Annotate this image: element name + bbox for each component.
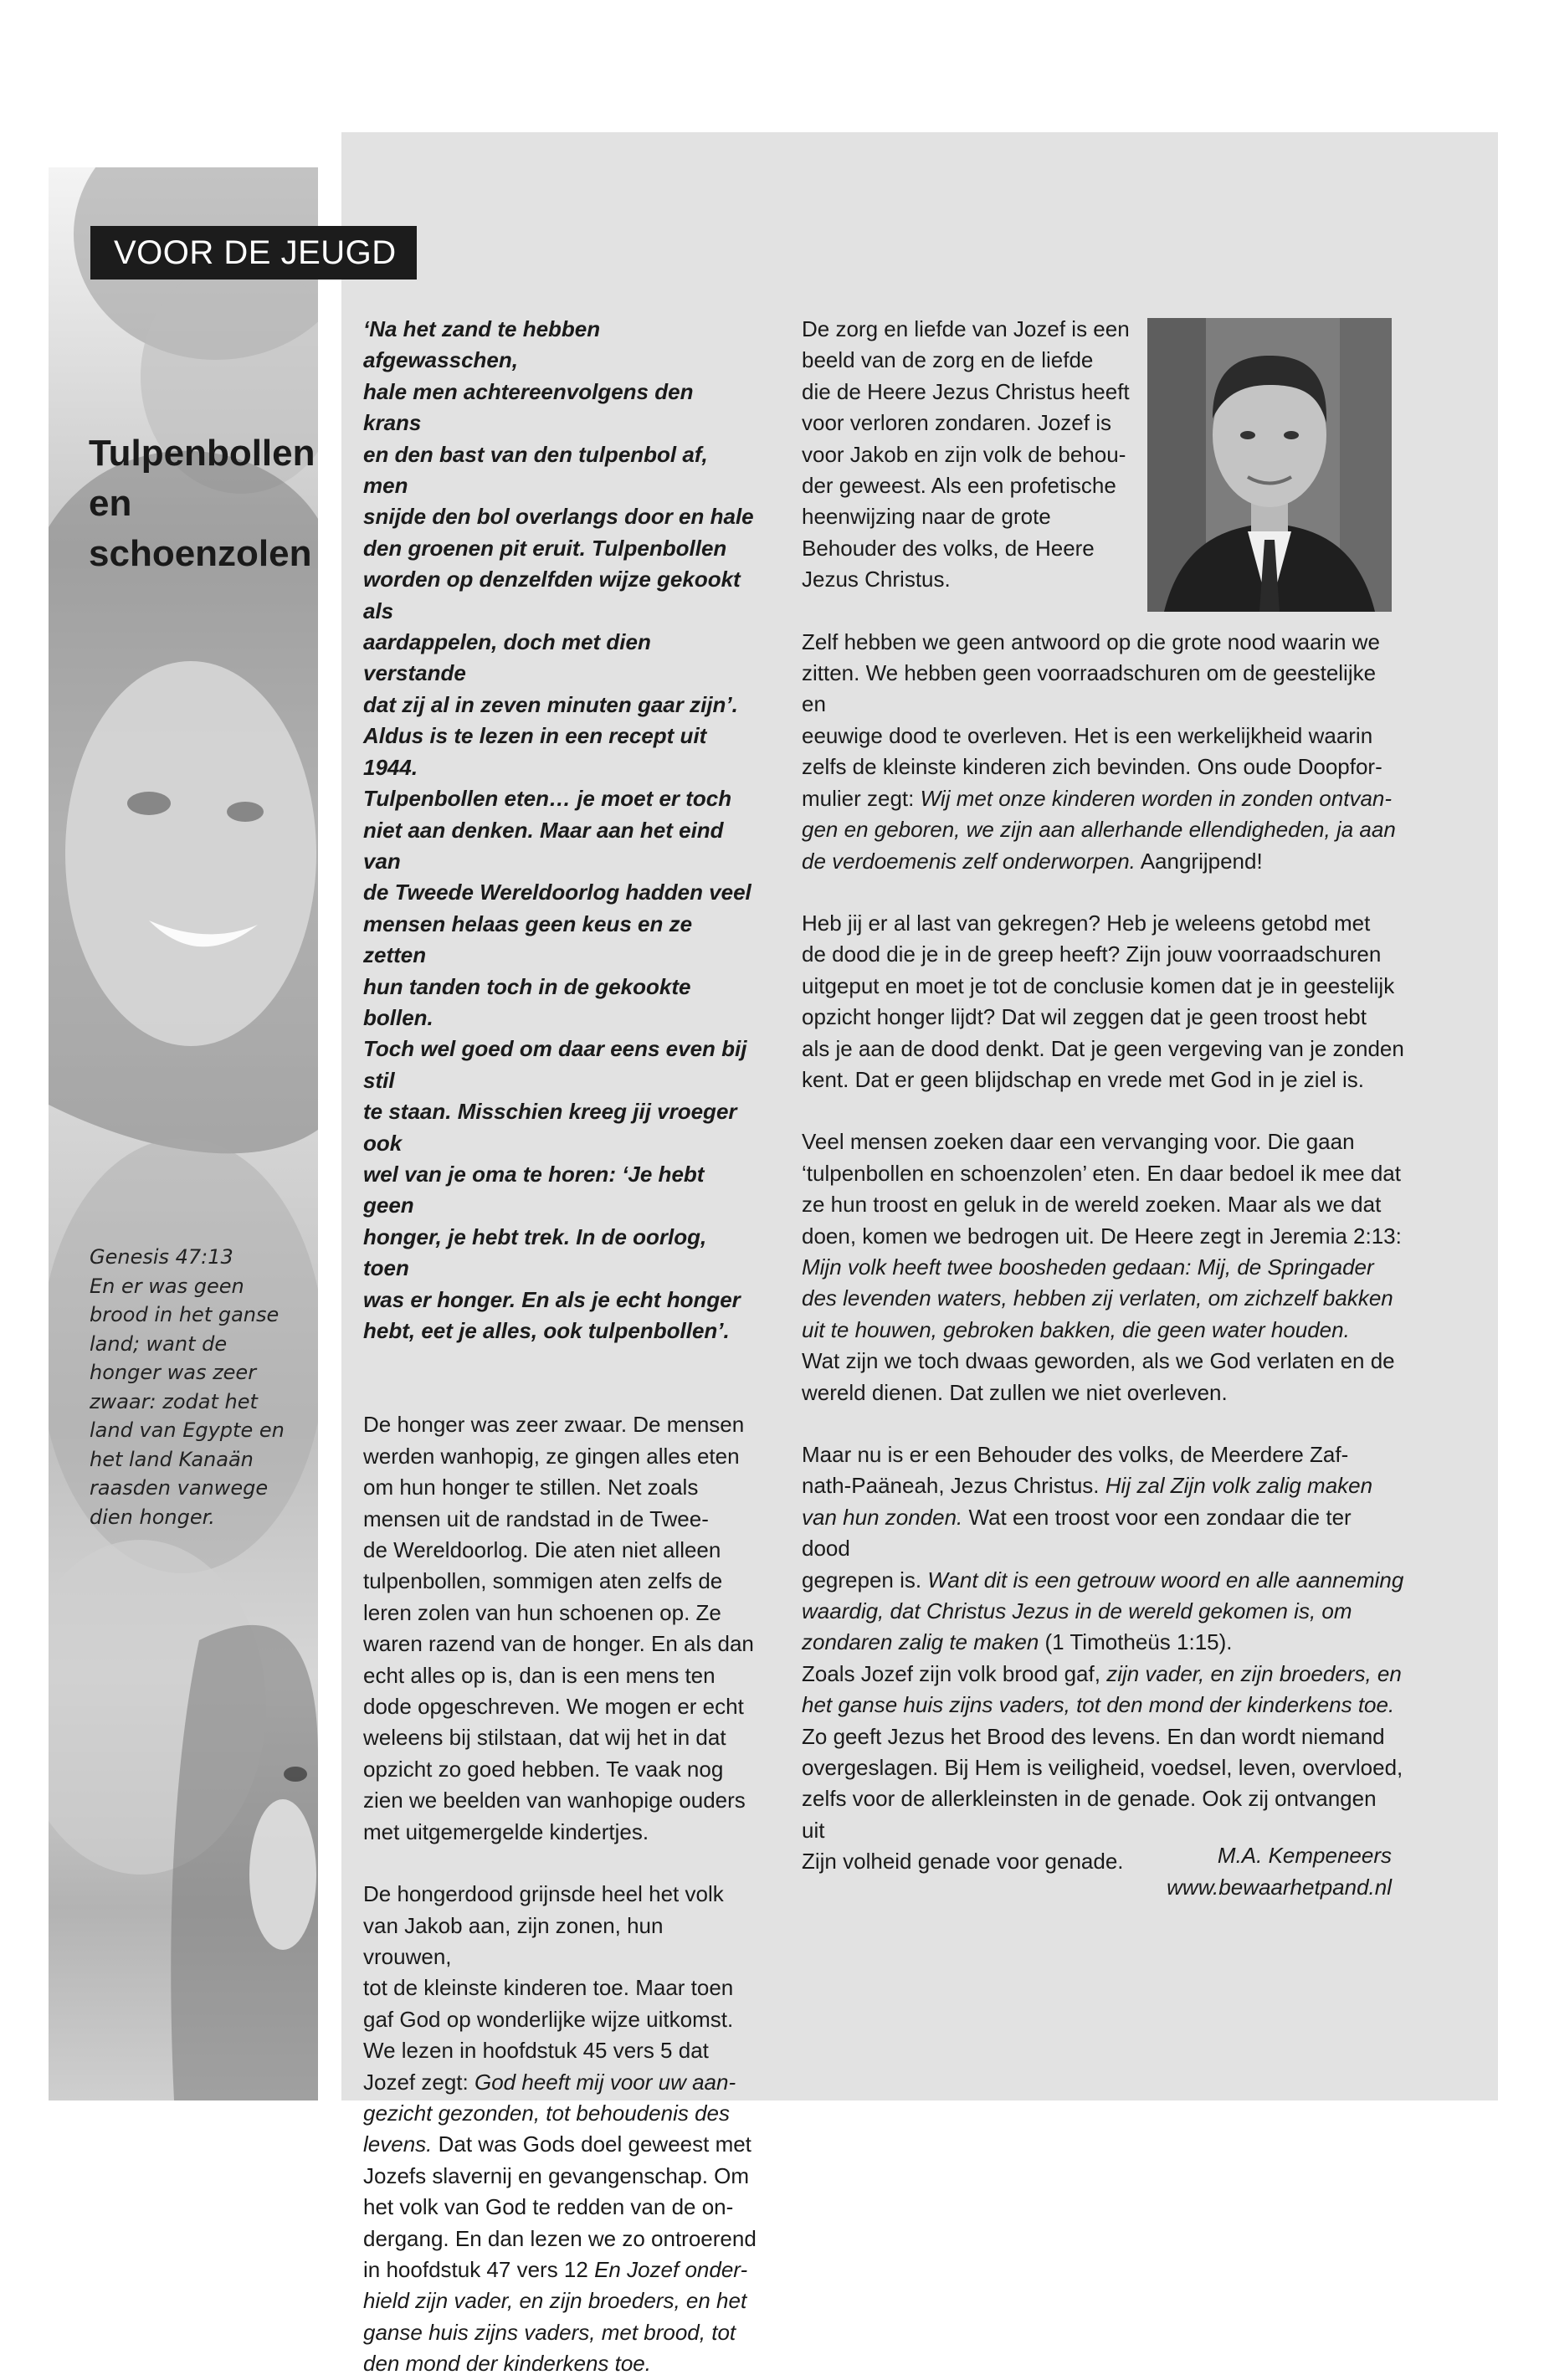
- text-line: ‘Na het zand te hebben afgewasschen,: [363, 316, 601, 373]
- quote-run: uit te houwen, gebroken bakken, die geen water houden.: [802, 1316, 1350, 1342]
- text-line: Veel mensen zoeken daar een vervanging voor. Die gaan: [802, 1129, 1355, 1155]
- quote-run: Hij zal Zijn volk zalig maken: [1105, 1473, 1373, 1499]
- article-title: [89, 428, 340, 579]
- text-line: tulpenbollen, sommigen aten zelfs de: [363, 1568, 723, 1594]
- quote-run: ganse huis zijns vaders, met brood, tot: [363, 2319, 736, 2345]
- text-line: De hongerdood grijnsde heel het volk: [363, 1881, 724, 1907]
- verse-line: brood in het ganse: [90, 1303, 280, 1326]
- text-line: dergang. En dan lezen we zo ontroerend: [363, 2225, 757, 2251]
- text-line: leren zolen van hun schoenen op. Ze: [363, 1599, 721, 1625]
- verse-line: het land Kanaän: [90, 1447, 254, 1471]
- text-line: te staan. Misschien kreeg jij vroeger ook: [363, 1099, 737, 1156]
- text-line: ze hun troost en geluk in de wereld zoeken. Maar als we dat: [802, 1192, 1382, 1218]
- text-line: [802, 1502, 1404, 1565]
- text-line: voor Jakob en zijn volk de behou-: [802, 441, 1126, 467]
- paragraph: [802, 1126, 1404, 1408]
- text-line: kent. Dat er geen blijdschap en vrede met God in je ziel is.: [802, 1066, 1365, 1092]
- quote-run: En Jozef onder-: [594, 2256, 748, 2282]
- text-line: beeld van de zorg en de liefde: [802, 347, 1094, 373]
- quote-run: levens.: [363, 2131, 433, 2157]
- intro-paragraph: [363, 314, 757, 1346]
- text-line: weleens bij stilstaan, dat wij het in dat: [363, 1725, 726, 1751]
- verse-line: land; want de: [90, 1331, 228, 1356]
- quote-run: Want dit is een getrouw woord en alle aanneming: [927, 1567, 1404, 1593]
- verse-line: Genesis 47:13: [90, 1245, 233, 1269]
- text-line: [363, 2348, 757, 2379]
- text-line: waren razend van de honger. En als dan: [363, 1631, 754, 1657]
- verse-line: zwaar: zodat het: [90, 1389, 258, 1413]
- text-line: Jezus Christus.: [802, 567, 951, 592]
- quote-run: God heeft mij voor uw aan-: [474, 2069, 736, 2095]
- text-column-right: [802, 314, 1404, 1878]
- text-line: [802, 846, 1404, 877]
- paragraph: [802, 314, 1404, 596]
- verse-line: En er was geen: [90, 1274, 244, 1298]
- verse-line: honger was zeer: [90, 1361, 257, 1384]
- text-run: in hoofdstuk 47 vers 12: [363, 2256, 595, 2282]
- text-line: Zijn volheid genade voor genade.: [802, 1849, 1124, 1875]
- author-signature: [1080, 1839, 1392, 1903]
- text-line: Maar nu is er een Behouder des volks, de Meerdere Zaf-: [802, 1442, 1349, 1467]
- quote-run: het ganse huis zijns vaders, tot den mond der kinderkens toe.: [802, 1692, 1395, 1718]
- text-line: gaf God op wonderlijke wijze uitkomst.: [363, 2006, 734, 2032]
- title-line: Tulpenbollen: [89, 433, 315, 474]
- text-run: Zoals Jozef zijn volk brood gaf,: [802, 1660, 1107, 1686]
- author-website-link[interactable]: www.bewaarhetpand.nl: [1167, 1875, 1392, 1900]
- text-line: om hun honger te stillen. Net zoals: [363, 1475, 699, 1500]
- text-line: niet aan denken. Maar aan het eind van: [363, 817, 724, 874]
- text-line: opzicht zo goed hebben. Te vaak nog: [363, 1756, 724, 1782]
- text-line: hun tanden toch in de gekookte bollen.: [363, 973, 691, 1030]
- text-line: [802, 1659, 1404, 1690]
- quote-run: gezicht gezonden, tot behoudenis des: [363, 2100, 731, 2126]
- text-line: [363, 2129, 757, 2160]
- text-line: De zorg en liefde van Jozef is een: [802, 316, 1130, 341]
- text-line: was er honger. En als je echt honger: [363, 1286, 741, 1312]
- text-line: [802, 1470, 1404, 1501]
- text-line: die de Heere Jezus Christus heeft: [802, 378, 1130, 404]
- text-line: zelfs voor de allerkleinsten in de genade. Ook zij ontvangen uit: [802, 1786, 1377, 1843]
- text-line: hebt, eet je alles, ook tulpenbollen’.: [363, 1318, 730, 1343]
- text-line: opzicht honger lijdt? Dat wil zeggen dat je geen troost hebt: [802, 1004, 1367, 1030]
- quote-run: Wij met onze kinderen worden in zonden ontvan-: [920, 785, 1393, 811]
- paragraph: [802, 908, 1404, 1095]
- text-line: honger, je hebt trek. In de oorlog, toen: [363, 1223, 707, 1281]
- text-line: [802, 1565, 1404, 1596]
- text-line: het volk van God te redden van de on-: [363, 2194, 734, 2220]
- quote-run: gen en geboren, we zijn aan allerhande ellendigheden, ja aan: [802, 817, 1396, 843]
- verse-line: raasden vanwege: [90, 1476, 269, 1500]
- text-run: Wat een troost voor een zondaar die ter dood: [802, 1504, 1352, 1562]
- quote-run: zondaren zalig te maken: [802, 1629, 1039, 1655]
- quote-run: des levenden waters, hebben zij verlaten, om zichzelf bakken: [802, 1285, 1393, 1311]
- text-line: [363, 2067, 757, 2098]
- text-run: Jozef zegt:: [363, 2069, 474, 2095]
- text-line: Wat zijn we toch dwaas geworden, als we God verlaten en de: [802, 1348, 1395, 1374]
- text-line: [802, 1283, 1404, 1314]
- text-run: gegrepen is.: [802, 1567, 928, 1593]
- text-line: Aldus is te lezen in een recept uit 1944.: [363, 723, 707, 780]
- text-line: [363, 2098, 757, 2129]
- text-line: Zelf hebben we geen antwoord op die grote nood waarin we: [802, 628, 1380, 654]
- text-line: de Tweede Wereldoorlog hadden veel: [363, 880, 751, 905]
- text-line: [802, 814, 1404, 845]
- text-line: Heb jij er al last van gekregen? Heb je weleens getobd met: [802, 910, 1371, 936]
- text-run: (1 Timotheüs 1:15).: [1039, 1629, 1233, 1655]
- text-line: uitgeput en moet je tot de conclusie komen dat je in geestelijk: [802, 972, 1395, 998]
- text-line: [363, 2317, 757, 2348]
- text-line: [802, 783, 1404, 814]
- verse-line: land van Egypte en: [90, 1418, 285, 1442]
- text-line: Toch wel goed om daar eens even bij stil: [363, 1036, 747, 1093]
- text-line: Tulpenbollen eten… je moet er toch: [363, 786, 732, 812]
- text-line: Jozefs slavernij en gevangenschap. Om: [363, 2162, 750, 2188]
- title-line: en: [89, 483, 132, 524]
- text-line: mensen helaas geen keus en ze zetten: [363, 910, 693, 968]
- text-line: snijde den bol overlangs door en hale: [363, 504, 754, 530]
- quote-run: hield zijn vader, en zijn broeders, en het: [363, 2288, 747, 2314]
- quote-run: waardig, dat Christus Jezus in de wereld gekomen is, om: [802, 1598, 1352, 1624]
- text-line: mensen uit de randstad in de Twee-: [363, 1505, 709, 1531]
- text-line: dode opgeschreven. We mogen er echt: [363, 1694, 744, 1720]
- text-run: Dat was Gods doel geweest met: [432, 2131, 751, 2157]
- text-line: hale men achtereenvolgens den krans: [363, 378, 694, 436]
- text-line: tot de kleinste kinderen toe. Maar toen: [363, 1975, 734, 2001]
- text-line: overgeslagen. Bij Hem is veiligheid, voedsel, leven, overvloed,: [802, 1755, 1403, 1781]
- text-line: werden wanhopig, ze gingen alles eten: [363, 1443, 740, 1469]
- text-line: worden op denzelfden wijze gekookt als: [363, 567, 741, 623]
- text-line: als je aan de dood denkt. Dat je geen vergeving van je zonden: [802, 1035, 1404, 1061]
- quote-run: zijn vader, en zijn broeders, en: [1106, 1660, 1402, 1686]
- text-line: [363, 2254, 757, 2285]
- text-line: echt alles op is, dan is een mens ten: [363, 1662, 716, 1688]
- text-line: Behouder des volks, de Heere: [802, 535, 1095, 561]
- section-tag: VOOR DE JEUGD: [90, 226, 417, 280]
- text-line: doen, komen we bedrogen uit. De Heere zegt in Jeremia 2:13:: [802, 1223, 1402, 1249]
- text-line: met uitgemergelde kindertjes.: [363, 1818, 649, 1844]
- text-line: [802, 1690, 1404, 1721]
- text-line: voor verloren zondaren. Jozef is: [802, 410, 1111, 436]
- text-line: We lezen in hoofdstuk 45 vers 5 dat: [363, 2038, 709, 2064]
- text-line: Zo geeft Jezus het Brood des levens. En dan wordt niemand: [802, 1723, 1385, 1749]
- text-line: zelfs de kleinste kinderen zich bevinden. Ons oude Doopfor-: [802, 754, 1382, 780]
- quote-run: den mond der kinderkens toe.: [363, 2351, 651, 2377]
- quote-run: de verdoemenis zelf onderworpen.: [802, 848, 1136, 874]
- text-line: dat zij al in zeven minuten gaar zijn’.: [363, 691, 738, 717]
- text-line: [802, 1315, 1404, 1346]
- text-run: mulier zegt:: [802, 785, 921, 811]
- text-line: en den bast van den tulpenbol af, men: [363, 441, 708, 499]
- text-line: zien we beelden van wanhopige ouders: [363, 1788, 746, 1813]
- text-run: Aangrijpend!: [1135, 848, 1263, 874]
- text-line: der geweest. Als een profetische: [802, 473, 1116, 499]
- text-line: [363, 2285, 757, 2316]
- text-line: de dood die je in de greep heeft? Zijn jouw voorraadschuren: [802, 941, 1382, 967]
- paragraph: [802, 627, 1404, 877]
- text-line: [802, 1627, 1404, 1658]
- verse-line: dien honger.: [90, 1505, 215, 1529]
- paragraph: [802, 1439, 1404, 1878]
- author-name: M.A. Kempeneers: [1217, 1843, 1392, 1868]
- text-line: den groenen pit eruit. Tulpenbollen: [363, 535, 727, 561]
- bible-verse-quote: [90, 1243, 299, 1531]
- text-line: wel van je oma te horen: ‘Je hebt geen: [363, 1161, 705, 1218]
- quote-run: van hun zonden.: [802, 1504, 963, 1530]
- text-line: aardappelen, doch met dien verstande: [363, 629, 651, 686]
- text-line: De honger was zeer zwaar. De mensen: [363, 1412, 745, 1438]
- title-line: schoenzolen: [89, 533, 312, 574]
- text-line: eeuwige dood te overleven. Het is een werkelijkheid waarin: [802, 722, 1373, 748]
- text-line: wereld dienen. Dat zullen we niet overleven.: [802, 1379, 1228, 1405]
- paragraph: [363, 1409, 757, 1848]
- text-column-left: [363, 314, 757, 2380]
- text-line: de Wereldoorlog. Die aten niet alleen: [363, 1537, 721, 1563]
- text-line: heenwijzing naar de grote: [802, 504, 1051, 530]
- paragraph: [363, 1879, 757, 2380]
- text-line: [802, 1596, 1404, 1627]
- text-line: van Jakob aan, zijn zonen, hun vrouwen,: [363, 1912, 664, 1969]
- text-line: [802, 1252, 1404, 1283]
- text-line: ‘tulpenbollen en schoenzolen’ eten. En daar bedoel ik mee dat: [802, 1160, 1401, 1186]
- quote-run: Mijn volk heeft twee boosheden gedaan: Mij, de Springader: [802, 1254, 1374, 1280]
- text-line: zitten. We hebben geen voorraadschuren om de geestelijke en: [802, 660, 1377, 717]
- text-run: nath-Paäneah, Jezus Christus.: [802, 1473, 1105, 1499]
